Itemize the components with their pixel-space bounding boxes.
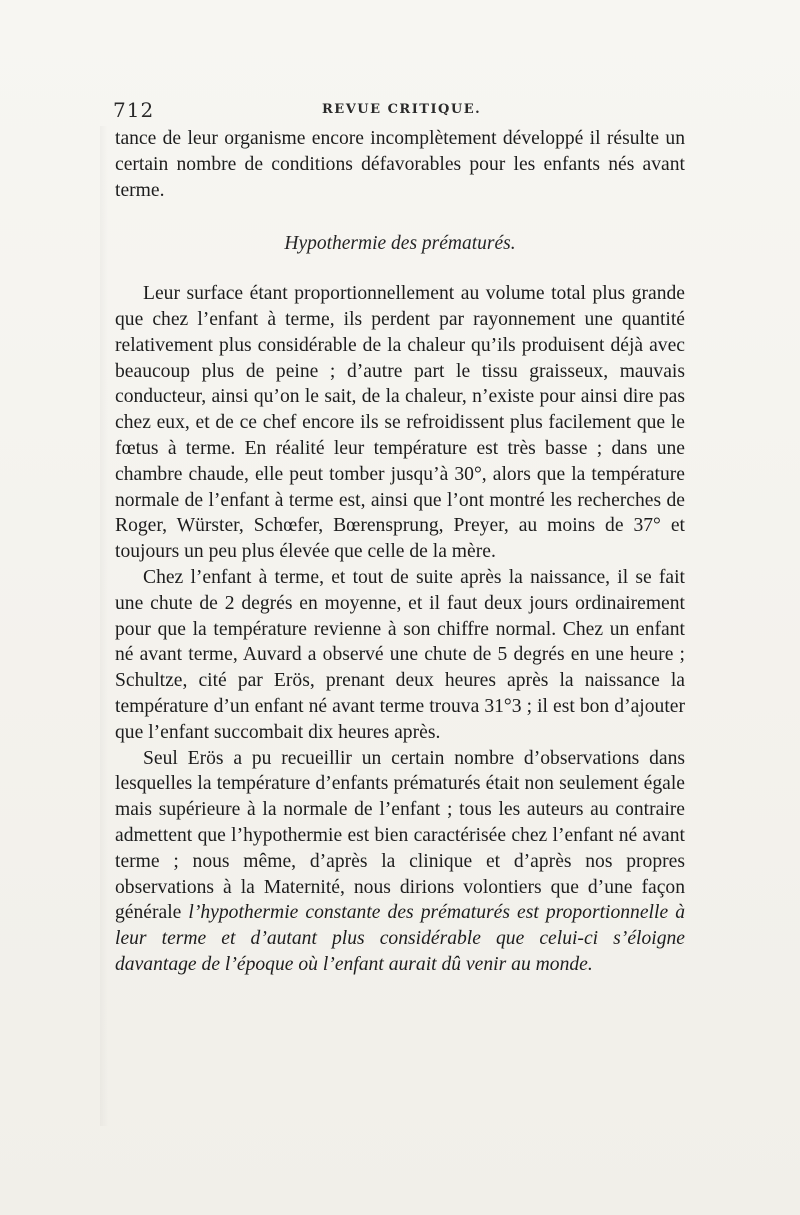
paragraph-hypothermia-conclusion: [115, 746, 685, 978]
paragraph-plain-text: Seul Erös a pu recueillir un certain nombre d’observations dans lesquelles la température d’enfants prématurés était non seulement égale mais supérieure à la normale de l’enfant ; tous les auteurs au contraire admettent que l’hypothermie est bien caractérisée chez l’enfant né avant terme ; nous même, d’après la clinique et d’après nos propres observations à la Maternité, nous dirions volontiers que d’une façon générale: [115, 747, 685, 924]
paragraph-surface-heat-loss: Leur surface étant proportionnellement au volume total plus grande que chez l’enfant à terme, ils perdent par rayonnement une quantité relativement plus considérable de la chaleur qu’ils produisent déjà avec beaucoup plus de peine ; d’autre part le tissu graisseux, mauvais conducteur, ainsi qu’on le sait, de la chaleur, n’existe pour ainsi dire pas chez eux, et de ce chef encore ils se refroidissent plus facilement que le fœtus à terme. En réalité leur température est très basse ; dans une chambre chaude, elle peut tomber jusqu’à 30°, alors que la température normale de l’enfant à terme est, ainsi que l’ont montré les recherches de Roger, Würster, Schœfer, Bœrensprung, Preyer, au moins de 37° et toujours un peu plus élevée que celle de la mère.: [115, 283, 685, 563]
paragraph-continuation: tance de leur organisme encore incomplètement développé il résulte un certain nombre de conditions défavorables pour les enfants nés avant terme.: [115, 128, 685, 201]
running-title: REVUE CRITIQUE.: [322, 102, 482, 117]
section-title: Hypothermie des prématurés.: [284, 233, 516, 255]
page-shadow: [100, 126, 108, 1126]
page-number: 712: [113, 98, 155, 122]
body-text: [115, 126, 685, 978]
paragraph-temperature-drop: Chez l’enfant à terme, et tout de suite après la naissance, il se fait une chute de 2 degrés en moyenne, et il faut deux jours ordinairement pour que la température revienne à son chiffre normal. Chez un enfant né avant terme, Auvard a observé une chute de 5 degrés en une heure ; Schultze, cité par Erös, prenant deux heures après la naissance la température d’un enfant né avant terme trouva 31°3 ; il est bon d’ajouter que l’enfant succombait dix heures après.: [115, 566, 685, 743]
page-header: [113, 98, 683, 124]
paragraph-italic-conclusion: l’hypothermie constante des prématurés est proportionnelle à leur terme et d’autant plus considérable que celui-ci s’éloigne davantage de l’époque où l’enfant aurait dû venir au monde.: [115, 902, 685, 975]
